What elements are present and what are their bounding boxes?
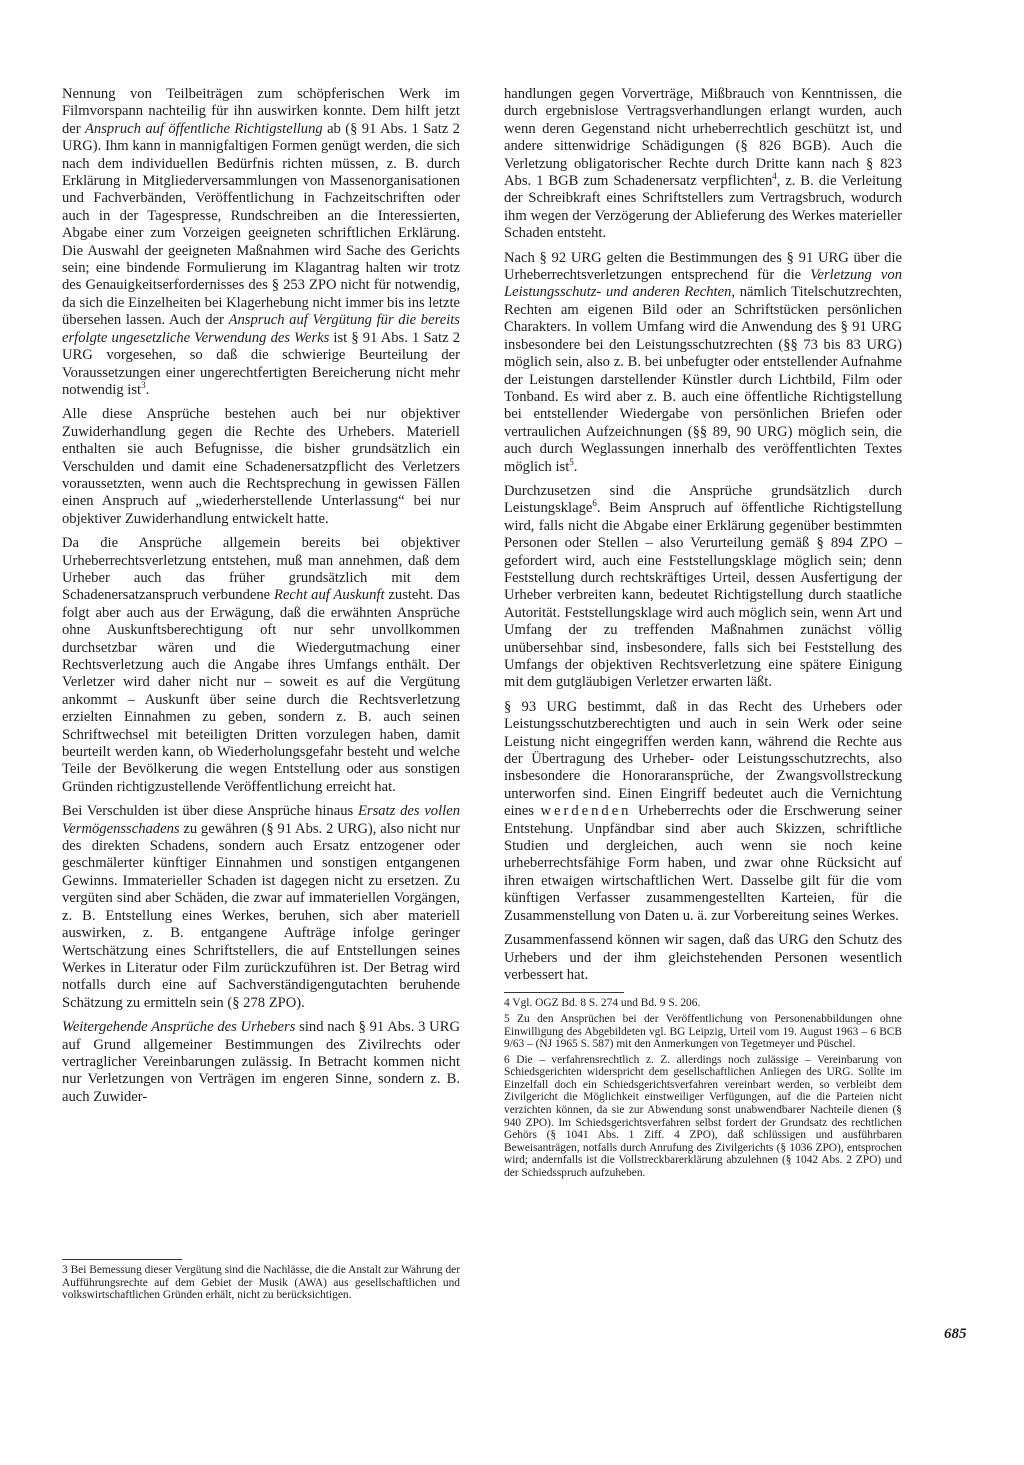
- text-run: , z. B. die Verleitung der Schreibkraft eines Schriftstellers zum Vertragsbruch, wodurch ihm wegen der Verzögerung der Ablieferung des Werkes materieller Schaden entsteht.: [504, 173, 903, 242]
- italic-text: Anspruch auf öffentliche Richtigstellung: [85, 120, 323, 137]
- text-run: Nennung von Teilbeiträgen zum schöpferischen Werk im Filmvorspann nachteilig für ihn auswirken konnte. Dem hilft jetzt der: [62, 86, 460, 137]
- text-run: ist § 91 Abs. 1 Satz 2 URG vorgesehen, so daß die schwierige Beurteilung der Voraussetzungen einer ungerechtfertigten Bereicherung nicht mehr notwendig ist: [62, 329, 461, 398]
- body-paragraph: [62, 86, 460, 399]
- text-run: werdenden: [540, 803, 632, 820]
- text-run: zu gewähren (§ 91 Abs. 2 URG), also nicht nur des direkten Schadens, sondern auch Ersatz entzogener oder geschmälerter künftiger Einnahmen und sonstigen entgangenen Gewinns. Immaterieller Schaden ist dagegen nicht zu ersetzen. Zu vergüten sind aber Schäden, die zwar auf immateriellen Vorgängen, z. B. Entstellung eines Werkes, beruhen, sich aber materiell auswirken, z. B. entgangene Aufträge infolge geringer Wertschätzung eines Schriftstellers, die auf Entstellungen seines Werkes in Literatur oder Film zurückzuführen ist. Der Betrag wird notfalls durch eine auf Sachverständigengutachten beruhende Schätzung zu ermitteln sein (§ 278 ZPO).: [62, 820, 460, 1011]
- text-run: handlungen gegen Vorverträge, Mißbrauch von Kenntnissen, die durch ergebnislose Vertragsverhandlungen erlangt wurden, auch wenn deren Gegenstand nicht urheberrechtlich geschützt ist, und andere sittenwidrige Schädigungen (§ 826 BGB). Auch die Verletzung obligatorischer Rechte durch Dritte kann nach § 823 Abs. 1 BGB zum Schadenersatz verpflichten: [504, 86, 902, 190]
- italic-text: Verletzung von Leistungsschutz- und anderen Rechten,: [504, 267, 902, 301]
- text-run: . Beim Anspruch auf öffentliche Richtigstellung wird, falls nicht die Abgabe einer Erklärung gegenüber bestimmten Personen oder Stellen – also Verurteilung gemäß § 894 ZPO – gefordert wird, auch eine Feststellungsklage möglich sein; denn Feststellung durch rechtskräftiges Urteil, dessen Ausfertigung der Urheber verbreiten kann, bedeutet Richtigstellung durch staatliche Autorität. Feststellungsklage wird auch möglich sein, wenn Art und Umfang der zu treffenden Maßnahmen zunächst völlig unübersehbar sind, insbesondere, falls sich bei Feststellung des Umfangs der objektiven Rechtsverletzung eine spätere Einigung mit dem gutgläubigen Verletzer erwarten läßt.: [504, 500, 902, 691]
- right-footnotes: [504, 997, 902, 1179]
- italic-text: Weitergehende Ansprüche des Urhebers: [62, 1019, 296, 1036]
- text-run: nämlich Titelschutzrechten, Rechten am eigenen Bild oder an Schriftstücken persönlichen Charakters. In vollem Umfang wird die Anwendung des § 91 URG insbesondere bei den Leistungsschutzrechten (§§ 73 bis 83 URG) möglich sein, also z. B. bei unbefugter oder entstellender Aufnahme der Leistungen darstellender Künstler durch Lichtbild, Film oder Tonband. Es wird aber z. B. auch eine öffentliche Richtigstellung bei entstellender Wiedergabe von persönlichen Briefen oder vertraulichen Aufzeichnungen (§§ 89, 90 URG) möglich sein, die auch durch Weglassungen innerhalb des veröffentlichten Textes möglich ist: [504, 284, 902, 475]
- italic-text: Anspruch auf Vergütung für die bereits erfolgte ungesetzliche Verwendung des Werks: [62, 312, 460, 346]
- footnote: 3 Bei Bemessung dieser Vergütung sind die Nachlässe, die die Anstalt zur Wahrung der Aufführungsrechte auf dem Gebiet der Musik (AWA) aus gesellschaftlichen und volkswirtschaftlichen Gründen erhält, nicht zu berücksichtigen.: [62, 1264, 460, 1302]
- text-run: zusteht. Das folgt aber auch aus der Erwägung, daß die erwähnten Ansprüche ohne Auskunftsberechtigung oft nur sehr unvollkommen durchsetzbar wären und die Wiedergutmachung einer Rechtsverletzung auch die Angabe ihres Umfangs enthält. Der Verletzer wird daher nicht nur – soweit es auf die Vergütung ankommt – Auskunft über seine durch die Rechtsverletzung erzielten Einnahmen zu geben, sondern z. B. auch seinen Schriftwechsel mit beteiligten Dritten vorzulegen haben, damit beurteilt werden kann, ob Wiederholungsgefahr besteht und welche Teile der Bevölkerung die wegen Entstellung oder aus sonstigen Gründen richtigzustellende Veröffentlichung erreicht hat.: [62, 587, 460, 795]
- text-run: Zusammenfassend können wir sagen, daß das URG den Schutz des Urhebers und der ihm gleichstehenden Personen wesentlich verbessert hat.: [504, 932, 902, 983]
- footnote: 4 Vgl. OGZ Bd. 8 S. 274 und Bd. 9 S. 206.: [504, 997, 701, 1010]
- text-run: sind nach § 91 Abs. 3 URG auf Grund allgemeiner Bestimmungen des Zivilrechts oder vertraglicher Vereinbarungen zulässig. In Betracht kommen nicht nur Verletzungen von Verträgen im engeren Sinne, sondern z. B. auch Zuwider-: [62, 1019, 460, 1105]
- body-paragraph: [62, 803, 460, 1012]
- text-run: Durchzusetzen sind die Ansprüche grundsätzlich durch Leistungsklage: [504, 482, 902, 517]
- text-run: Alle diese Ansprüche bestehen auch bei nur objektiver Zuwiderhandlung gegen die Rechte des Urhebers. Materiell enthalten sie auch Befugnisse, die bisher grundsätzlich ein Verschulden und damit eine Schadenersatzpflicht des Verletzers voraussetzten, wenn auch die Rechtsprechung in gewissen Fällen einen Anspruch auf „wiederherstellende Unterlassung“ bei nur objektiver Zuwiderhandlung entwickelt hatte.: [62, 406, 460, 527]
- footnote: 6 Die – verfahrensrechtlich z. Z. allerdings noch zulässige – Vereinbarung von Schiedsgerichten widerspricht dem gesellschaftlichen Anliegen des URG. Sollte im Einzelfall doch ein Schiedsgerichtsverfahren vereinbart werden, so verbleibt dem Zivilgericht die Möglichkeit einstweiliger Verfügungen, auf die die Parteien nicht verzichten können, da sie zur Abwendung sonst unabwendbarer Nachteile dienen (§ 940 ZPO). Im Schiedsgerichtsverfahren selbst fordert der Grundsatz des rechtlichen Gehörs (§ 1041 Abs. 1 Ziff. 4 ZPO), daß schlüssigen und ausführbaren Beweisanträgen, notfalls durch Anrufung des Zivilgerichts (§ 1036 ZPO), entsprochen wird; andernfalls ist die Vollstreckbarerklärung abzulehnen (§ 1042 Abs. 2 ZPO) und der Schiedsspruch aufzuheben.: [504, 1053, 902, 1180]
- body-paragraph: [62, 1019, 460, 1106]
- right-column: [504, 86, 902, 1183]
- text-run: ab (§ 91 Abs. 1 Satz 2 URG). Ihm kann in mannigfaltigen Formen genügt werden, die sich nach dem individuellen Bedürfnis richten müssen, z. B. durch Erklärung in Mitgliederversammlungen von Massenorganisationen und Fachverbänden, Veröffentlichung in Fachzeitschriften oder auch in der Tagespresse, Rundschreiben an die Interessierten, Abgabe einer zum Vorzeigen geeigneten schriftlichen Erklärung. Die Auswahl der geeigneten Maßnahmen wird Sache des Gerichts sein; eine bindende Formulierung im Klagantrag halten wir trotz des Genauigkeitserfordernisses des § 253 ZPO nicht für notwendig, da sich die Einzelheiten bei Klagerhebung nicht immer bis ins letzte übersehen lassen. Auch der: [62, 120, 460, 329]
- italic-text: Recht auf Auskunft: [274, 587, 385, 604]
- footnote-rule: [504, 992, 624, 993]
- body-paragraph: [504, 932, 902, 984]
- footnote-marker: 3: [141, 380, 146, 391]
- page-number: 685: [944, 1326, 967, 1342]
- body-paragraph: [504, 699, 902, 925]
- footnote-marker: 5: [569, 456, 574, 467]
- text-run: § 93 URG bestimmt, daß in das Recht des Urhebers oder Leistungsschutzberechtigten und auch in sein Werk oder seine Leistung nicht eingegriffen werden kann, während die Rechte aus der Übertragung des Urheber- oder Leistungsschutzrechts, also insbesondere die Honoraransprüche, der Zwangsvollstreckung unterworfen sind. Einen Eingriff bedeutet auch die Vernichtung eines: [504, 698, 902, 820]
- body-paragraph: [504, 250, 902, 476]
- text-run: .: [573, 458, 578, 475]
- text-run: Bei Verschulden ist über diese Ansprüche hinaus: [62, 803, 358, 820]
- italic-text: Ersatz des vollen Vermögensschadens: [62, 803, 460, 837]
- body-paragraph: [504, 86, 902, 243]
- footnote-marker: 4: [772, 171, 777, 182]
- text-run: Nach § 92 URG gelten die Bestimmungen des § 91 URG über die Urheberrechtsverletzungen entsprechend für die: [504, 249, 902, 284]
- text-run: Urheberrechts oder die Erschwerung seiner Entstehung. Unpfändbar sind aber auch Skizzen, schriftliche Studien und dergleichen, auch wenn sie noch keine urheberrechtsfähige Form haben, und zwar ohne Rücksicht auf ihren etwaigen wirtschaftlichen Wert. Dasselbe gilt für die vom künftigen Verfasser zusammengestellten Karteien, für die Zusammenstellung von Daten u. ä. zur Vorbereitung seines Werkes.: [504, 803, 903, 924]
- left-footnotes: [62, 1251, 460, 1305]
- text-run: .: [145, 381, 150, 398]
- text-run: Da die Ansprüche allgemein bereits bei objektiver Urheberrechtsverletzung entstehen, muß man annehmen, daß dem Urheber auch das früher grundsätzlich mit dem Schadenersatzanspruch verbundene: [62, 535, 460, 604]
- footnote-marker: 6: [592, 498, 597, 509]
- left-column: [62, 86, 460, 1113]
- body-paragraph: [62, 535, 460, 796]
- body-paragraph: [504, 483, 902, 692]
- footnote: 5 Zu den Ansprüchen bei der Veröffentlichung von Personenabbildungen ohne Einwilligung des Abgebildeten vgl. BG Leipzig, Urteil vom 19. August 1963 – 6 BCB 9/63 – (NJ 1965 S. 587) mit den Anmerkungen von Tegetmeyer und Püschel.: [504, 1012, 902, 1051]
- footnote-rule: [62, 1259, 182, 1260]
- body-paragraph: [62, 406, 460, 528]
